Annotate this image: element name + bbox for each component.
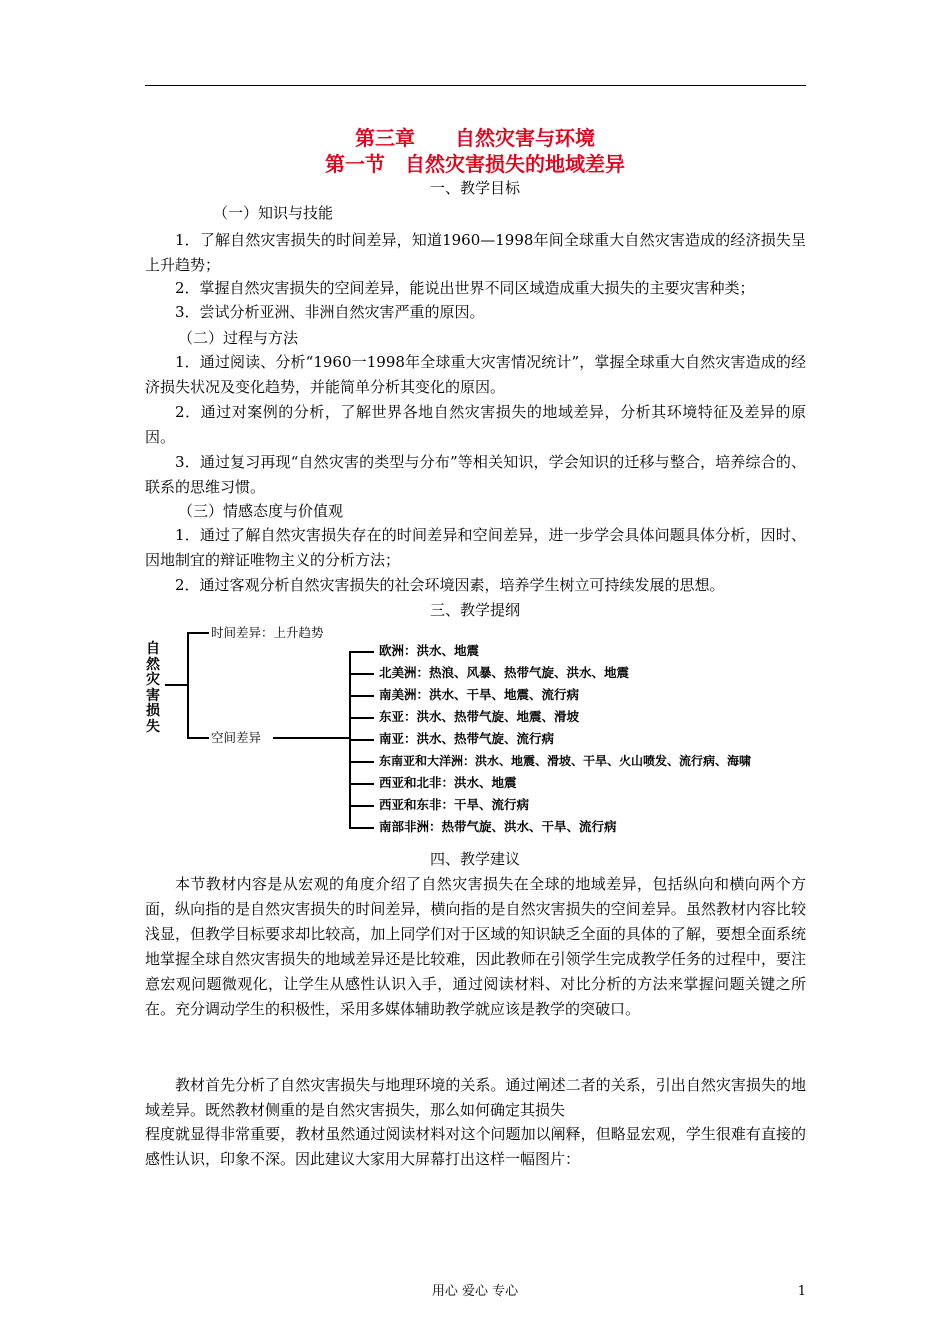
region-tick xyxy=(349,651,374,653)
region-tick xyxy=(349,783,374,785)
suggestion-paragraph-2: 教材首先分析了自然灾害损失与地理环境的关系。通过阐述二者的关系，引出自然灾害损失的地域差异。既然教材侧重的是自然灾害损失，那么如何确定其损失 xyxy=(145,1076,806,1119)
suggestion-paragraph-1: 本节教材内容是从宏观的角度介绍了自然灾害损失在全球的地域差异，包括纵向和横向两个方面，纵向指的是自然灾害损失的时间差异，横向指的是自然灾害损失的空间差异。虽然教材内容比较浅显，但教学目标要求却比较高，加上同学们对于区域的知识缺乏全面的具体的了解，要想全面系统地掌握全球自然灾害损失的地域差异还是比较难，因此教师在引领学生完成教学任务的过程中，要注意宏观问题微观化，让学生从感性认识入手，通过阅读材料、对比分析的方法来掌握问题关键之所在。充分调动学生的积极性，采用多媒体辅助教学就应该是教学的突破口。 xyxy=(145,875,806,1018)
root-vertical xyxy=(187,632,189,738)
suggestions-heading: 四、教学建议 xyxy=(429,850,520,868)
root-connector xyxy=(165,684,187,686)
region-tick xyxy=(349,805,374,807)
time-branch-line xyxy=(187,632,209,634)
region-tick xyxy=(349,827,374,829)
attitude-item-2: 2．通过客观分析自然灾害损失的社会环境因素，培养学生树立可持续发展的思想。 xyxy=(175,576,725,594)
objectives-heading: 一、教学目标 xyxy=(429,179,520,197)
outline-tree-diagram xyxy=(145,622,810,837)
section-title: 第一节 自然灾害损失的地域差异 xyxy=(325,152,625,176)
process-item-2: 2．通过对案例的分析，了解世界各地自然灾害损失的地域差异，分析其环境特征及差异的原因。 xyxy=(145,403,806,446)
header-rule xyxy=(145,85,806,86)
time-branch-label: 时间差异：上升趋势 xyxy=(211,625,324,640)
outline-heading: 三、教学提纲 xyxy=(429,601,520,619)
knowledge-item-3: 3．尝试分析亚洲、非洲自然灾害严重的原因。 xyxy=(175,303,485,321)
attitude-item-1: 1．通过了解自然灾害损失存在的时间差异和空间差异，进一步学会具体问题具体分析，因时、因地制宜的辩证唯物主义的分析方法； xyxy=(145,526,806,569)
knowledge-heading: （一）知识与技能 xyxy=(213,204,334,222)
process-item-3: 3．通过复习再现“自然灾害的类型与分布”等相关知识，学会知识的迁移与整合，培养综合的、联系的思维习惯。 xyxy=(145,453,806,496)
region-item: 东南亚和大洋洲：洪水、地震、滑坡、干旱、火山喷发、流行病、海啸 xyxy=(379,754,752,768)
attitude-heading: （三）情感态度与价值观 xyxy=(178,502,344,520)
space-connector xyxy=(273,737,349,739)
knowledge-item-1: 1．了解自然灾害损失的时间差异，知道1960—1998年间全球重大自然灾害造成的经济损失呈上升趋势； xyxy=(145,231,806,274)
process-item-1: 1．通过阅读、分析“1960一1998年全球重大灾害情况统计”，掌握全球重大自然灾害造成的经济损失状况及变化趋势，并能简单分析其变化的原因。 xyxy=(145,353,806,396)
process-heading: （二）过程与方法 xyxy=(178,329,299,347)
region-item: 南亚：洪水、热带气旋、流行病 xyxy=(379,731,555,746)
tree-root-label: 自然灾害损失 xyxy=(146,641,160,735)
region-item: 西亚和北非：洪水、地震 xyxy=(379,775,517,790)
region-item: 北美洲：热浪、风暴、热带气旋、洪水、地震 xyxy=(379,665,630,680)
chapter-title: 第三章 自然灾害与环境 xyxy=(355,126,595,150)
region-tick xyxy=(349,673,374,675)
region-item: 南部非洲：热带气旋、洪水、干旱、流行病 xyxy=(379,819,617,834)
space-branch-label: 空间差异 xyxy=(211,730,262,745)
page-number: 1 xyxy=(797,1284,806,1299)
knowledge-item-2: 2．掌握自然灾害损失的空间差异，能说出世界不同区域造成重大损失的主要灾害种类； xyxy=(175,279,755,297)
region-item: 西亚和东非：干旱、流行病 xyxy=(379,797,530,812)
footer-slogan: 用心 爱心 专心 xyxy=(431,1284,519,1299)
region-tick xyxy=(349,761,374,763)
region-item: 欧洲：洪水、地震 xyxy=(379,643,480,658)
region-item: 南美洲：洪水、干旱、地震、流行病 xyxy=(379,687,580,702)
space-branch-line xyxy=(187,737,209,739)
region-tick xyxy=(349,739,374,741)
region-tick xyxy=(349,717,374,719)
suggestion-paragraph-3: 程度就显得非常重要，教材虽然通过阅读材料对这个问题加以阐释，但略显宏观，学生很难有直接的感性认识，印象不深。因此建议大家用大屏幕打出这样一幅图片： xyxy=(145,1125,806,1168)
region-item: 东亚：洪水、热带气旋、地震、滑坡 xyxy=(379,709,580,724)
region-tick xyxy=(349,695,374,697)
